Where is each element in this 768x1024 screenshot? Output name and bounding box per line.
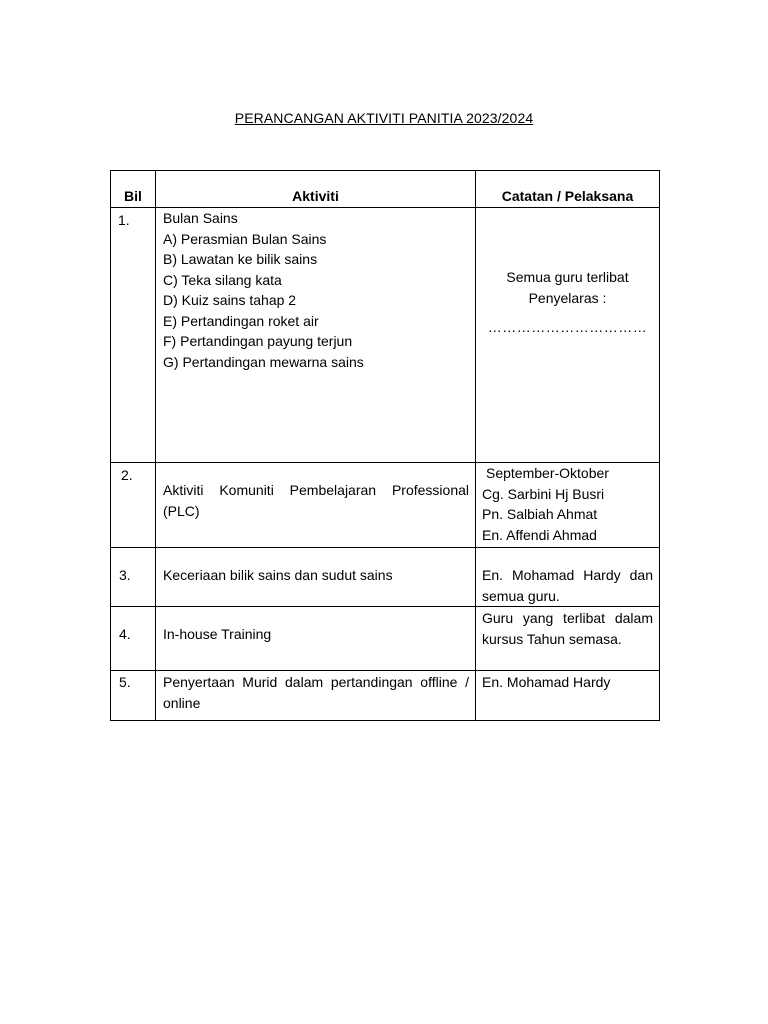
activity-cell: Aktiviti Komuniti Pembelajaran Professional (PLC)	[156, 463, 476, 548]
activity-cell: In-house Training	[156, 607, 476, 671]
note-line: Pn. Salbiah Ahmat	[482, 506, 598, 522]
table-header-row	[111, 171, 660, 208]
activity-title: Bulan Sains	[163, 210, 238, 226]
activity-item: C) Teka silang kata	[163, 271, 282, 288]
header-catatan: Catatan / Pelaksana	[476, 171, 660, 208]
note-line: Semua guru terlibat	[506, 269, 629, 285]
activity-cell	[156, 208, 476, 463]
signature-dots: ……………………………	[487, 319, 648, 335]
note-line: September-Oktober	[486, 465, 609, 481]
note-cell	[476, 463, 660, 548]
header-bil: Bil	[111, 171, 156, 208]
table-row	[111, 208, 660, 463]
note-cell: Guru yang terlibat dalam kursus Tahun semasa.	[476, 607, 660, 671]
table-row	[111, 548, 660, 607]
row-number: 5.	[111, 671, 156, 721]
activity-cell: Penyertaan Murid dalam pertandingan offline / online	[156, 671, 476, 721]
table-row	[111, 671, 660, 721]
row-number: 3.	[111, 548, 156, 607]
table-row	[111, 463, 660, 548]
note-line: En. Affendi Ahmad	[482, 526, 597, 543]
activity-item: B) Lawatan ke bilik sains	[163, 251, 318, 267]
note-line: Cg. Sarbini Hj Busri	[482, 485, 605, 502]
note-cell: En. Mohamad Hardy	[476, 671, 660, 721]
document-title: PERANCANGAN AKTIVITI PANITIA 2023/2024	[234, 110, 534, 126]
note-line: Penyelaras :	[528, 289, 607, 306]
note-cell	[476, 208, 660, 463]
activity-table	[110, 170, 660, 721]
activity-cell: Keceriaan bilik sains dan sudut sains	[156, 548, 476, 607]
activity-item: A) Perasmian Bulan Sains	[163, 230, 327, 247]
header-aktiviti: Aktiviti	[156, 171, 476, 208]
row-number: 1.	[111, 208, 156, 463]
activity-item: D) Kuiz sains tahap 2	[163, 292, 297, 308]
row-number: 2.	[111, 463, 156, 548]
row-number: 4.	[111, 607, 156, 671]
activity-item: G) Pertandingan mewarna sains	[163, 353, 364, 370]
table-row	[111, 607, 660, 671]
note-cell: En. Mohamad Hardy dan semua guru.	[476, 548, 660, 607]
activity-item: F) Pertandingan payung terjun	[163, 333, 353, 349]
activity-item: E) Pertandingan roket air	[163, 312, 319, 329]
